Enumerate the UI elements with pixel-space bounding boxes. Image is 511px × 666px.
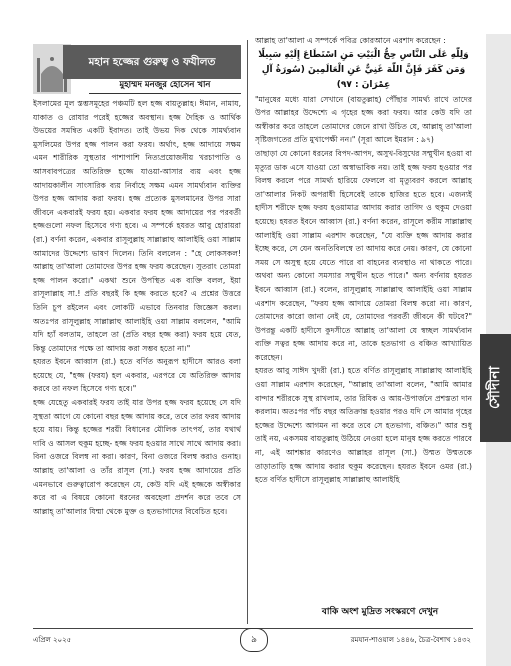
left-column bbox=[33, 97, 241, 625]
right-column bbox=[255, 34, 472, 604]
magazine-sidebar bbox=[480, 34, 511, 666]
page-number: ৯ bbox=[240, 628, 268, 652]
article-title: মহান হজ্জের গুরুত্ব ও ফযীলত bbox=[63, 45, 241, 79]
paragraph: তাছাড়া যে কোনো ধরনের বিপদ-আপদ, অসুখ-বিসুখের সম্মুখীন হওয়া বা মৃত্যুর ডাক এসে যাওয়া তো অস্বাভাবিক নয়। তাই হজ্জ ফরয হওয়ার পর বিলম্ব করলে পরে সামর্থ্য হারিয়ে ফেললে বা মৃত্যুবরণ করলে আল্লাহ তা'আলার নিকট অপরাধী হিসেবেই তাকে হাজির হতে হবে। এজন্যই হাদীস শরীফে হজ্জ ফরয হওয়ামাত্র আদায় করার তাগিদ ও হুকুম দেওয়া হয়েছে। হযরত ইবনে আব্বাস (রা.) বর্ণনা করেন, রাসূলে করীম সাল্লাল্লাহু আলাইহি ওয়া সাল্লাম এরশাদ করেছেন, "যে ব্যক্তি হজ্জ আদায় করার ইচ্ছে করে, সে যেন অনতিবিলম্বে তা আদায় করে নেয়। কারণ, যে কোনো সময় সে অসুস্থ হয়ে যেতে পারে বা বাহনের ব্যবস্থাও না থাকতে পারে। অথবা অন্য কোনো সমস্যার সম্মুখীন হতে পারে।" অন্য বর্ণনায় হযরত ইবনে আব্বাস (রা.) বলেন, রাসূলুল্লাহ সাল্লাল্লাহু আলাইহি ওয়া সাল্লাম এরশাদ করেছেন, "ফরয হজ্জ আদায়ে তোমরা বিলম্ব করো না। কারণ, তোমাদের কারো জানা নেই যে, তোমাদের পরবর্তী জীবনে কী ঘটবে?" উপরন্তু একটি হাদীসে কুদসীতে আল্লাহ তা'আলা যে স্বচ্ছল সামর্থ্যবান ব্যক্তি সত্বর হজ্জ আদায় করে না, তাকে হতভাগা ও বঞ্চিত আখ্যায়িত করেছেন। bbox=[255, 148, 472, 362]
column-divider bbox=[247, 40, 248, 624]
footer-date: এপ্রিল ২০২৫ bbox=[33, 636, 72, 644]
magazine-name: সৌদীনা bbox=[487, 366, 503, 410]
paragraph: হযরত আবু সাঈদ খুদরী (রা.) হতে বর্ণিত রাসূলুল্লাহ সাল্লাল্লাহু আলাইহি ওয়া সাল্লাম এরশাদ করেছেন, "আল্লাহ তা'আলা বলেন, "আমি আমার বান্দার শরীরকে সুস্থ রাখলাম, তার রিযিক ও আয়-উপার্জনে প্রশস্ততা দান করলাম। অতঃপর পাঁচ বছর অতিক্রান্ত হওয়ার পরও যদি সে আমার গৃহের হজ্জের উদ্দেশ্যে আগমন না করে তবে সে হতভাগ্য, বঞ্চিত।" আর শুধু তাই নয়, একসময় বায়তুল্লাহ উঠিয়ে নেওয়া হলে মানুষ হজ্জ করতে পারবে না, এই আশঙ্কার কারণেও আল্লাহর রাসূল (সা.) উম্মত উম্মতকে তাড়াতাড়ি হজ্জ আদায় করার হুকুম করেছেন। হযরত ইবনে ওমর (রা.) হতে বর্ণিত হাদীসে রাসূলুল্লাহ সাল্লাল্লাহু আলাইহি bbox=[255, 366, 472, 485]
paragraph: "মানুষের মধ্যে যারা সেখানে (বায়তুল্লাহ) পৌঁছার সামর্থ্য রাখে তাদের উপর আল্লাহর উদ্দেশ্যে এ গৃহের হজ্জ করা ফরয। আর কেউ যদি তা অস্বীকার করে তাহলে তোমাদের জেনে রাখা উচিত যে, আল্লাহ্ তা'আলা সৃষ্টিজগতের প্রতি মুখাপেক্ষী নন।" (সূরা আলে ইমরান : ৯৭) bbox=[255, 94, 472, 145]
paragraph: হজ্জ যেহেতু একবারই ফরয তাই যার উপর হজ্জ ফরয হয়েছে সে যদি সুস্থতা আগে যে কোনো বছর হজ্জ আদায় করে, তবে তার ফরয আদায় হয়ে যায়। কিন্তু হজ্জের শরয়ী বিধানের মৌলিক তাৎপর্য, তার যথার্থ দাবি ও আসল হুকুম হচ্ছে- হজ্জ ফরয হওয়ার সাথে সাথে আদায় করা। বিনা ওজরে বিলম্ব না করা। কারণ, বিনা ওজরে বিলম্ব করাও গুনাহ। আল্লাহ তা'আলা ও তাঁর রাসূল (সা.) ফরয হজ্জ আদায়ের প্রতি এমনভাবে গুরুত্বারোপ করেছেন যে, কেউ যদি এই হজ্জকে অস্বীকার করে বা এ বিষয়ে কোনো ধরনের অবহেলা প্রদর্শন করে তবে সে আল্লাহ্ তা'আলার যিম্মা থেকে মুক্ত ও হতভাগাদের বিবেচিত হবে। bbox=[33, 398, 241, 516]
paragraph: হযরত ইবনে আব্বাস (রা.) হতে বর্ণিত অনুরূপ হাদীসে আরও বলা হয়েছে যে, "হজ্জ (ফরয) হল একবার, এরপরে যে অতিরিক্ত আদায় করবে তা নফল হিসেবে গণ্য হবে।" bbox=[33, 357, 241, 394]
article-author: মুহাম্মদ মনজুর হোসেন খান bbox=[89, 78, 241, 94]
footer-hijri-date: রমযান-শাওয়াল ১৪৪৬, চৈত্র-বৈশাখ ১৪৩২ bbox=[350, 636, 471, 644]
paragraph: ইসলামের মূল স্তম্ভসমূহের পঞ্চমটি হল হজ্জ বায়তুল্লাহ। ঈমান, নামায, যাকাত ও রোযার পরেই হজ্জের অবস্থান। হজ্জ দৈহিক ও আর্থিক উভয়ের সমন্বিত একটি ইবাদত। তাই উভয় দিক থেকে সামর্থ্যবান মুসলিমের উপর হজ্জ পালন করা ফরয। অর্থাৎ, হজ্জ আদায়ে সক্ষম এমন শারীরিক সুস্থতার পাশাপাশি নিত্যপ্রয়োজনীয় খরচাপাতি ও আসবাবপত্রের অতিরিক্ত হজ্জে যাওয়া-আসার ব্যয় এবং হজ্জ আদায়কালীন সাংসারিক ব্যয় নির্বাহে সক্ষম এমন সামর্থ্যবান ব্যক্তির উপর হজ্জ আদায় করা ফরয। হজ্জ প্রত্যেক মুসলমানের উপর সারা জীবনে একবারই ফরয হয়। একবার ফরয হজ্জ আদায়ের পর পরবর্তী হজ্জগুলো নফল হিসেবে গণ্য হবে। এ সম্পর্কে হযরত আবু হোরায়রা (রা.) বর্ণনা করেন, একবার রাসূলুল্লাহ সাল্লাল্লাহু আলাইহি ওয়া সাল্লাম আমাদের উদ্দেশ্যে ভাষণ দিলেন। তিনি বললেন : "হে লোকসকল! আল্লাহ তা'আলা তোমাদের উপর হজ্জ ফরয করেছেন। সুতরাং তোমরা হজ্জ পালন করো।" একথা শুনে উপস্থিত এক ব্যক্তি বলল, ইয়া রাসূলাল্লাহ সা.! প্রতি বছরই কি হজ্জ করতে হবে? এ প্রশ্নের উত্তরে তিনি চুপ রইলেন এবং লোকটি এভাবে তিনবার জিজ্ঞেস করল। অতঃপর রাসূলুল্লাহ সাল্লাল্লাহু আলাইহি ওয়া সাল্লাম বললেন, "আমি যদি হ্যাঁ বলতাম, তাহলে তা (প্রতি বছর হজ্জ করা) ফরয হয়ে যেত, কিন্তু তোমাদের পক্ষে তা আদায় করা সম্ভব হতো না।" bbox=[33, 99, 241, 353]
article-header bbox=[33, 44, 241, 94]
continued-note: বাকি অংশ মুদ্রিত সংস্করণে দেখুন bbox=[321, 607, 439, 617]
paragraph: আল্লাহ তা'আলা এ সম্পর্কে পবিত্র কোরআনে এরশাদ করেছেন : bbox=[255, 36, 446, 45]
arabic-verse: وَلِلّٰهِ عَلَى النَّاسِ حِجُّ الْبَيْتِ مَنِ اسْتَطَاعَ إِلَيْهِ سَبِيلًا وَمَن كَفَرَ فَإِنَّ اللّٰهَ غَنِيٌّ عَنِ الْعَالَمِينَ (سُورَةُ آلِ عِمْرَانَ : ٩٧) bbox=[258, 49, 469, 90]
